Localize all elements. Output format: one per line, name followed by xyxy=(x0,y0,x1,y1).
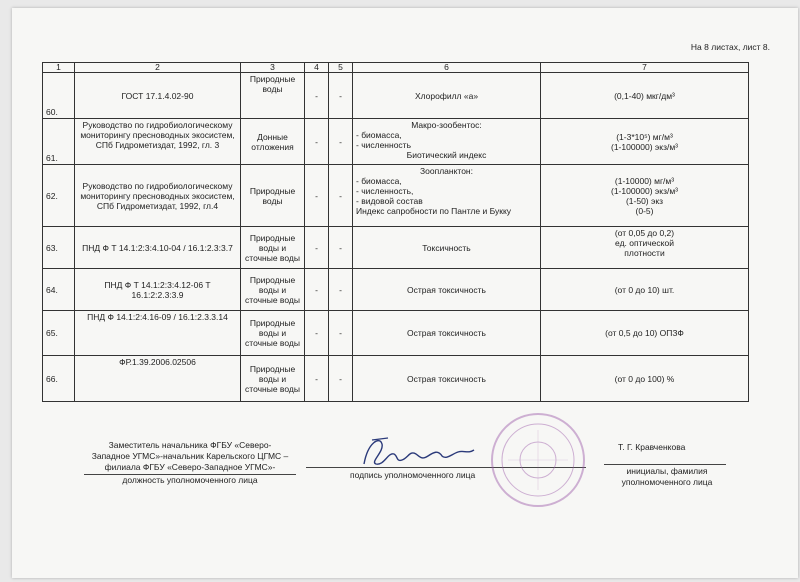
indicator: Острая токсичность xyxy=(353,269,541,311)
dash-cell: - xyxy=(329,311,353,356)
dash-cell: - xyxy=(305,73,329,119)
indicator-title: Зоопланктон: xyxy=(420,166,473,176)
range-line: (0-5) xyxy=(635,205,654,216)
dash-cell: - xyxy=(305,119,329,165)
dash-cell: - xyxy=(329,165,353,227)
authorized-person-name: Т. Г. Кравченкова xyxy=(618,442,686,452)
test-object: Природные воды xyxy=(241,165,305,227)
indicator xyxy=(353,165,541,227)
authorized-person-position xyxy=(84,440,296,486)
indicator-line: Биотический индекс xyxy=(406,150,487,160)
normative-document: ГОСТ 17.1.4.02-90 xyxy=(75,73,241,119)
range-line: (1-100000) экз/м³ xyxy=(610,185,679,196)
column-header: 6 xyxy=(353,63,541,73)
column-header: 3 xyxy=(241,63,305,73)
normative-document: ПНД Ф 14.1:2:4.16-09 / 16.1:2.3.3.14 xyxy=(75,311,241,356)
table-row xyxy=(43,311,749,356)
table-row xyxy=(43,165,749,227)
table-header-row xyxy=(43,63,749,73)
dash-cell: - xyxy=(305,269,329,311)
dash-cell: - xyxy=(305,311,329,356)
row-number: 61. xyxy=(43,119,75,165)
measurement-range xyxy=(541,227,749,269)
row-number: 66. xyxy=(43,356,75,402)
dash-cell: - xyxy=(305,356,329,402)
row-number: 65. xyxy=(43,311,75,356)
test-object: Природные воды и сточные воды xyxy=(241,269,305,311)
sheet-info: На 8 листах, лист 8. xyxy=(690,42,770,52)
indicator-line: - численность xyxy=(356,140,411,150)
column-header: 1 xyxy=(43,63,75,73)
indicator-line: Индекс сапробности по Пантле и Букку xyxy=(356,206,512,216)
dash-cell: - xyxy=(329,356,353,402)
row-number: 64. xyxy=(43,269,75,311)
indicator-title: Макро-зообентос: xyxy=(411,120,482,130)
dash-cell: - xyxy=(305,227,329,269)
measurement-range: (от 0 до 100) % xyxy=(541,356,749,402)
test-object: Природные воды xyxy=(241,73,305,119)
signature-icon xyxy=(358,432,478,472)
test-object: Природные воды и сточные воды xyxy=(241,227,305,269)
column-header: 4 xyxy=(305,63,329,73)
column-header: 5 xyxy=(329,63,353,73)
test-object: Донные отложения xyxy=(241,119,305,165)
indicator xyxy=(353,119,541,165)
normative-document: ФР.1.39.2006.02506 xyxy=(75,356,241,402)
table-row xyxy=(43,227,749,269)
indicator-line: - биомасса, xyxy=(356,130,402,140)
stamp-icon xyxy=(488,410,588,510)
name-caption-line: инициалы, фамилия xyxy=(626,466,708,476)
indicator: Хлорофилл «а» xyxy=(353,73,541,119)
range-line: (1-100000) экз/м³ xyxy=(610,141,679,152)
normative-document: Руководство по гидробиологическому мониторингу пресноводных экосистем, СПб Гидрометиздат, 1992, гл.4 xyxy=(75,165,241,227)
measurement-range: (от 0 до 10) шт. xyxy=(541,269,749,311)
row-number: 62. xyxy=(43,165,75,227)
signature-caption: подпись уполномоченного лица xyxy=(350,470,476,480)
position-line: филиала ФГБУ «Северо-Западное УГМС»- xyxy=(104,462,276,472)
range-line: (1-3*10⁵) мг/м³ xyxy=(616,131,673,142)
indicator-line: - численность, xyxy=(356,186,414,196)
measurement-range xyxy=(541,119,749,165)
dash-cell: - xyxy=(329,227,353,269)
dash-cell: - xyxy=(305,165,329,227)
measurement-range: (0,1-40) мкг/дм³ xyxy=(541,73,749,119)
indicator: Острая токсичность xyxy=(353,356,541,402)
name-line xyxy=(604,464,726,465)
normative-document: ПНД Ф Т 14.1:2:3:4.12-06 Т 16.1:2:2.3:3.9 xyxy=(75,269,241,311)
table-row xyxy=(43,269,749,311)
table-row xyxy=(43,356,749,402)
methods-table xyxy=(42,62,749,402)
name-caption xyxy=(612,466,722,488)
column-header: 7 xyxy=(541,63,749,73)
test-object: Природные воды и сточные воды xyxy=(241,311,305,356)
range-line: (от 0,05 до 0,2) xyxy=(614,228,675,238)
indicator-line: - видовой состав xyxy=(356,196,423,206)
measurement-range xyxy=(541,165,749,227)
table-row xyxy=(43,73,749,119)
range-line: плотности xyxy=(624,248,665,258)
normative-document: ПНД Ф Т 14.1:2:3:4.10-04 / 16.1:2.3:3.7 xyxy=(75,227,241,269)
indicator: Токсичность xyxy=(353,227,541,269)
name-caption-line: уполномоченного лица xyxy=(621,477,713,487)
normative-document: Руководство по гидробиологическому мониторингу пресноводных экосистем, СПб Гидрометиздат, 1992, гл. 3 xyxy=(75,119,241,165)
dash-cell: - xyxy=(329,269,353,311)
row-number: 63. xyxy=(43,227,75,269)
range-line: (1-50) экз xyxy=(625,195,664,206)
indicator: Острая токсичность xyxy=(353,311,541,356)
row-number: 60. xyxy=(43,73,75,119)
range-line: ед. оптической xyxy=(615,238,674,248)
position-line: Западное УГМС»-начальник Карельского ЦГМС – xyxy=(91,451,289,461)
dash-cell: - xyxy=(329,119,353,165)
indicator-line: - биомасса, xyxy=(356,176,402,186)
test-object: Природные воды и сточные воды xyxy=(241,356,305,402)
dash-cell: - xyxy=(329,73,353,119)
position-caption: должность уполномоченного лица xyxy=(84,474,296,486)
range-line: (1-10000) мг/м³ xyxy=(614,175,675,186)
position-line: Заместитель начальника ФГБУ «Северо- xyxy=(108,440,272,450)
measurement-range: (от 0,5 до 10) ОПЗФ xyxy=(541,311,749,356)
table-row xyxy=(43,119,749,165)
column-header: 2 xyxy=(75,63,241,73)
